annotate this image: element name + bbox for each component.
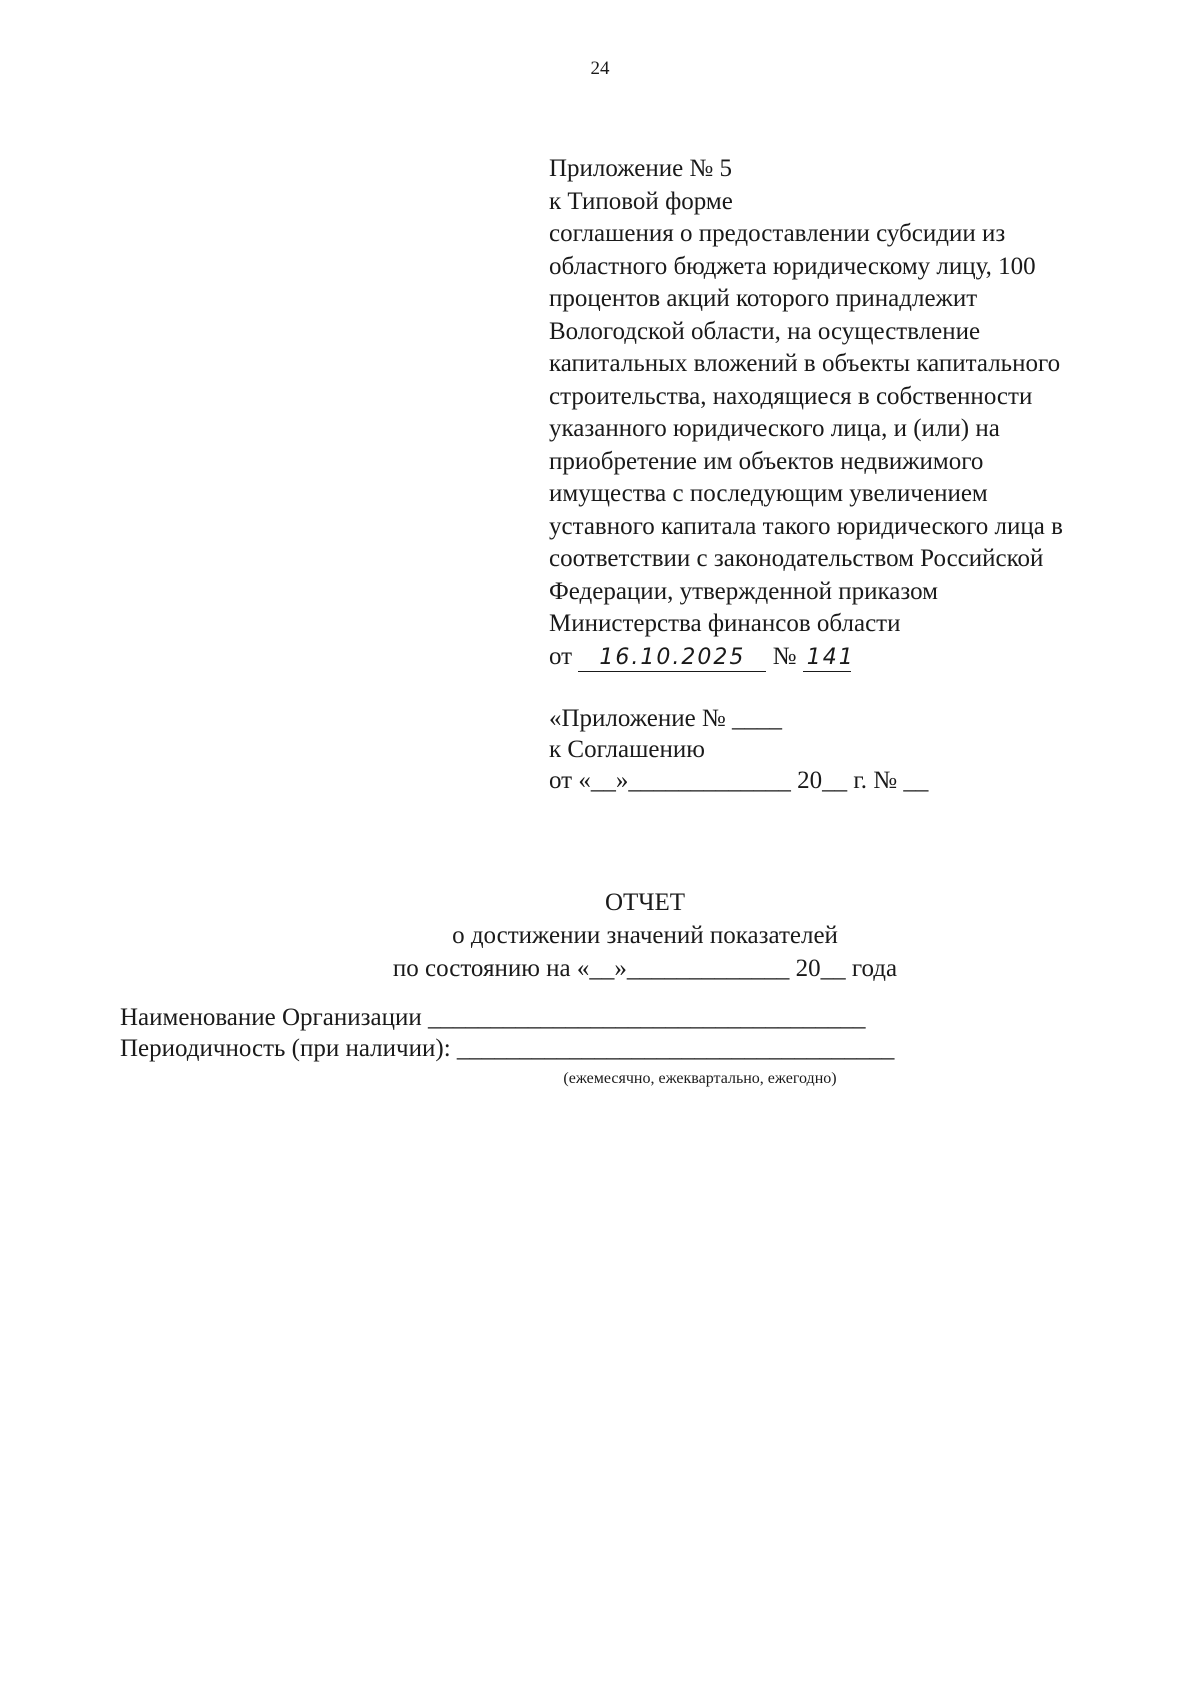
periodicity-hint: (ежемесячно, ежеквартально, ежегодно)	[563, 1070, 837, 1087]
appendix-line: Министерства финансов области	[549, 610, 901, 637]
appendix-line: к Типовой форме	[549, 187, 733, 215]
appendix-line: указанного юридического лица, и (или) на	[549, 415, 1000, 442]
appendix-line: Вологодской области, на осуществление	[549, 317, 981, 345]
agreement-line: к Соглашению	[549, 736, 705, 763]
appendix-line: приобретение им объектов недвижимого	[549, 447, 984, 475]
agreement-line: от «__»_____________ 20__ г. № __	[549, 767, 929, 794]
order-number-label: №	[772, 642, 797, 670]
order-reference	[549, 641, 1169, 674]
agreement-reference	[549, 703, 1109, 796]
appendix-line: процентов акций которого принадлежит	[549, 285, 978, 312]
appendix-line: Приложение № 5	[549, 155, 733, 182]
organization-field: Наименование Организации ___________________________________	[120, 1004, 866, 1031]
appendix-line: имущества с последующим увеличением	[549, 480, 988, 507]
appendix-line: строительства, находящиеся в собственности	[549, 382, 1033, 410]
page-number: 24	[590, 58, 610, 79]
agreement-line: «Приложение № ____	[549, 705, 783, 732]
appendix-line: уставного капитала такого юридического лица в	[549, 512, 1063, 540]
order-date-handwritten: 16.10.2025	[578, 645, 766, 672]
order-number-handwritten: 141	[803, 645, 851, 672]
report-as-of: по состоянию на «__»_____________ 20__ года	[392, 955, 898, 982]
report-subtitle: о достижении значений показателей	[452, 922, 838, 949]
appendix-header	[549, 153, 1169, 673]
periodicity-field: Периодичность (при наличии): ___________________________________	[120, 1035, 895, 1062]
appendix-line: Федерации, утвержденной приказом	[549, 577, 938, 605]
report-heading	[0, 886, 1200, 985]
order-prefix: от	[549, 642, 573, 670]
report-title: ОТЧЕТ	[604, 889, 686, 916]
appendix-line: соответствии с законодательством Российской	[549, 545, 1044, 572]
appendix-line: соглашения о предоставлении субсидии из	[549, 220, 1006, 247]
form-fields	[120, 1002, 1120, 1064]
appendix-line: капитальных вложений в объекты капитального	[549, 350, 1061, 377]
appendix-line: областного бюджета юридическому лицу, 100	[549, 252, 1036, 280]
